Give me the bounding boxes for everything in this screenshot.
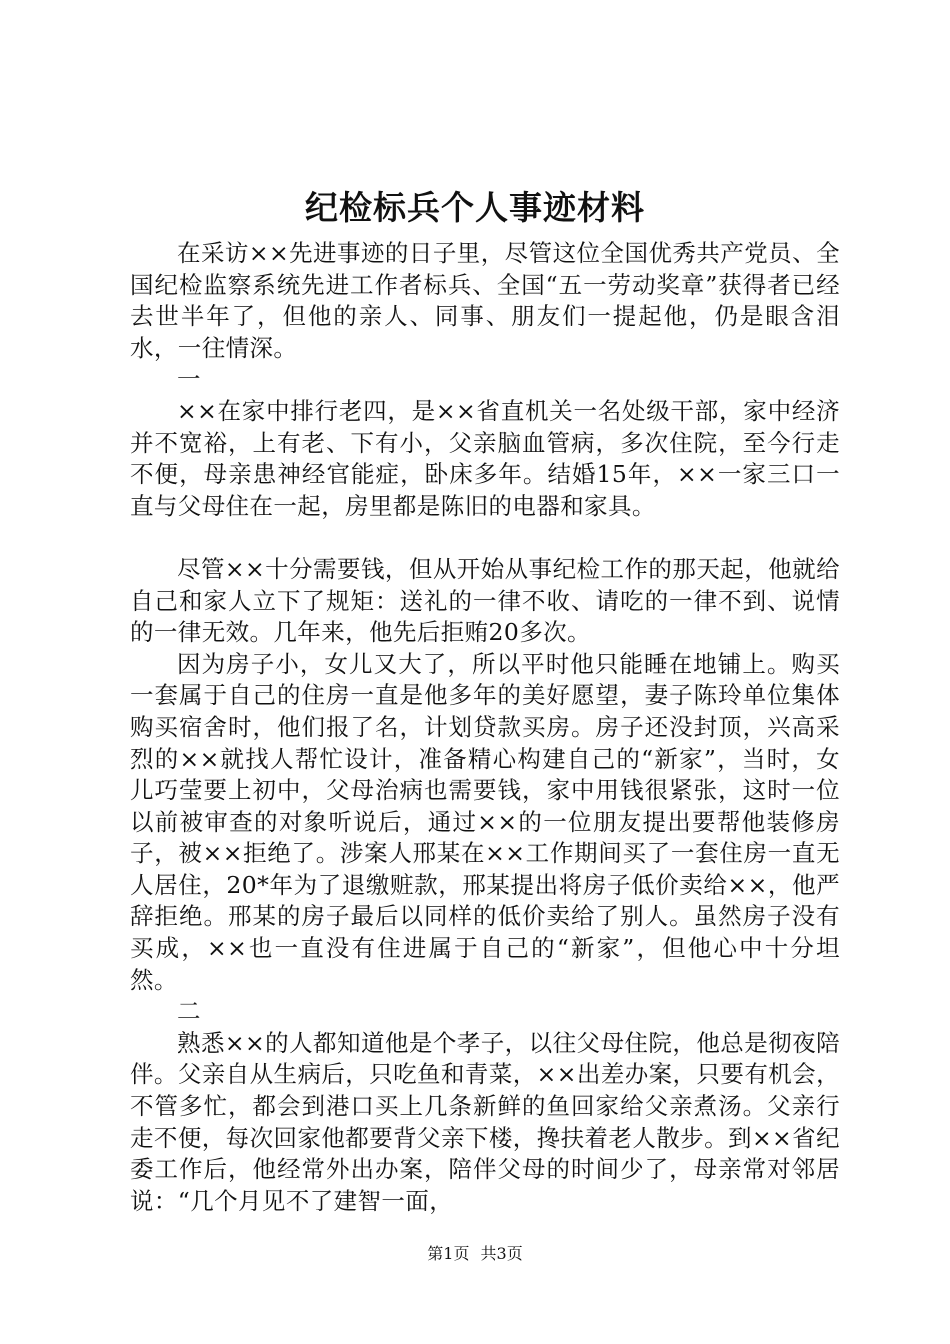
paragraph-rules: 尽管××十分需要钱，但从开始从事纪检工作的那天起，他就给自己和家人立下了规矩：送礼的一律不收、请吃的一律不到、说情的一律无效。几年来，他先后拒贿20多次。 xyxy=(130,554,840,647)
section-heading-one: 一 xyxy=(177,365,201,394)
section-heading-two: 二 xyxy=(177,997,201,1026)
document-title: 纪检标兵个人事迹材料 xyxy=(305,188,645,227)
page-total: 共3页 xyxy=(480,1244,523,1263)
paragraph-family: ××在家中排行老四，是××省直机关一名处级干部，家中经济并不宽裕，上有老、下有小，父亲脑血管病，多次住院，至今行走不便，母亲患神经官能症，卧床多年。结婚15年，××一家三口一直与父母住在一起，房里都是陈旧的电器和家具。 xyxy=(130,396,840,520)
paragraph-house: 因为房子小，女儿又大了，所以平时他只能睡在地铺上。购买一套属于自己的住房一直是他多年的美好愿望，妻子陈玲单位集体购买宿舍时，他们报了名，计划贷款买房。房子还没封顶，兴高采烈的××就找人帮忙设计，准备精心构建自己的“新家”，当时，女儿巧莹要上初中，父母治病也需要钱，家中用钱很紧张，这时一位以前被审查的对象听说后，通过××的一位朋友提出要帮他装修房子，被××拒绝了。涉案人邢某在××工作期间买了一套住房一直无人居住，20*年为了退缴赃款，邢某提出将房子低价卖给××，他严辞拒绝。邢某的房子最后以同样的低价卖给了别人。虽然房子没有买成，××也一直没有住进属于自己的“新家”，但他心中十分坦然。 xyxy=(130,649,840,994)
paragraph-intro: 在采访××先进事迹的日子里，尽管这位全国优秀共产党员、全国纪检监察系统先进工作者标兵、全国“五一劳动奖章”获得者已经去世半年了，但他的亲人、同事、朋友们一提起他，仍是眼含泪水，一往情深。 xyxy=(130,239,840,362)
blank-line xyxy=(130,522,840,554)
document-body xyxy=(130,238,840,1217)
page-number: 第1页 xyxy=(427,1244,470,1263)
page-footer xyxy=(0,1243,950,1265)
paragraph-filial: 熟悉××的人都知道他是个孝子，以往父母住院，他总是彻夜陪伴。父亲自从生病后，只吃鱼和青菜，××出差办案，只要有机会，不管多忙，都会到港口买上几条新鲜的鱼回家给父亲煮汤。父亲行走不便，每次回家他都要背父亲下楼，搀扶着老人散步。到××省纪委工作后，他经常外出办案，陪伴父母的时间少了，母亲常对邻居说：“几个月见不了建智一面， xyxy=(130,1028,840,1215)
